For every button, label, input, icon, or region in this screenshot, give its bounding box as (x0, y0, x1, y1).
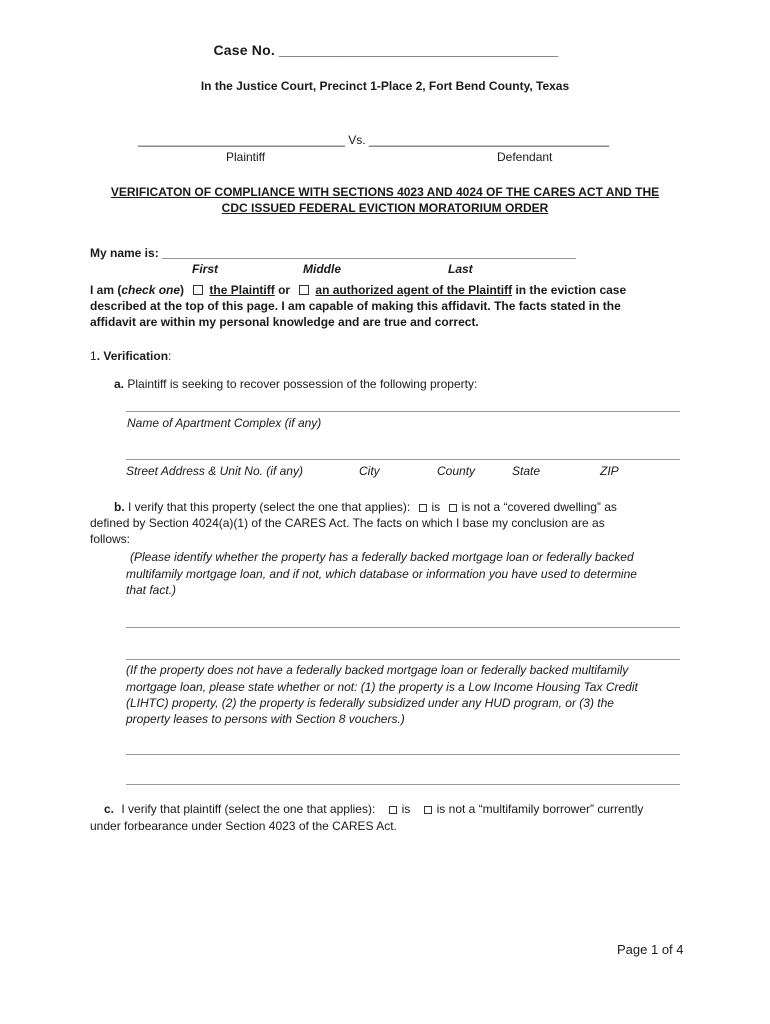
document-title-line1: VERIFICATON OF COMPLIANCE WITH SECTIONS 4023 AND 4024 OF THE CARES ACT AND THE (110, 185, 660, 199)
item-a: a. Plaintiff is seeking to recover possession of the following property: (114, 377, 478, 391)
city-caption: City (359, 464, 380, 478)
document-title-line2: CDC ISSUED FEDERAL EVICTION MORATORIUM ORDER (221, 201, 549, 215)
b-instruction-7: property leases to persons with Section 8 vouchers.) (126, 712, 405, 726)
apartment-name-caption: Name of Apartment Complex (if any) (127, 416, 322, 430)
multifamily-is-checkbox[interactable] (389, 806, 397, 814)
item-b-line3: follows: (90, 532, 131, 546)
b-instruction-2: multifamily mortgage loan, and if not, which database or information you have used to determine (126, 567, 637, 581)
b-answer-line-1[interactable] (126, 627, 680, 628)
b-instruction-4: (If the property does not have a federally backed mortgage loan or federally backed multifamily (126, 663, 629, 677)
court-line: In the Justice Court, Precinct 1-Place 2, Fort Bend County, Texas (200, 79, 570, 93)
b-instruction-6: (LIHTC) property, (2) the property is federally subsidized under any HUD program, or (3) the (126, 696, 614, 710)
item-c-line2: under forbearance under Section 4023 of the CARES Act. (90, 819, 397, 833)
last-name-caption: Last (448, 262, 473, 276)
b-answer-line-2[interactable] (126, 659, 680, 660)
b-answer-line-4[interactable] (126, 784, 680, 785)
address-line[interactable] (126, 459, 680, 460)
state-caption: State (512, 464, 541, 478)
first-name-caption: First (192, 262, 219, 276)
covered-dwelling-is-checkbox[interactable] (419, 504, 427, 512)
parties-line: _______________________________ Vs. ____________________________________ (138, 133, 610, 147)
item-b-line2: defined by Section 4024(a)(1) of the CARES Act. The facts on which I base my conclusion are as (90, 516, 605, 530)
b-instruction-1: (Please identify whether the property has a federally backed mortgage loan or federally backed (130, 550, 634, 564)
item-c-line1: c. I verify that plaintiff (select the one that applies): is is not a “multifamily borrower” currently (104, 802, 644, 816)
case-number-line: Case No. ___________________________________ (213, 42, 559, 58)
covered-dwelling-is-not-checkbox[interactable] (449, 504, 457, 512)
capacity-line-3: affidavit are within my personal knowledge and are true and correct. (90, 315, 479, 329)
page-number: Page 1 of 4 (617, 942, 684, 957)
zip-caption: ZIP (600, 464, 619, 478)
item-b-line1: b. I verify that this property (select the one that applies): is is not a “covered dwelling” as (114, 500, 617, 514)
plaintiff-checkbox[interactable] (193, 285, 203, 295)
b-instruction-5: mortgage loan, please state whether or not: (1) the property is a Low Income Housing Tax Credit (126, 680, 638, 694)
capacity-line: I am (check one) the Plaintiff or an authorized agent of the Plaintiff in the eviction case (90, 283, 627, 297)
middle-name-caption: Middle (303, 262, 341, 276)
verification-heading: 1. Verification: (90, 349, 172, 363)
county-caption: County (437, 464, 476, 478)
name-field-label: My name is: ______________________________________________________________ (90, 246, 576, 260)
agent-checkbox[interactable] (299, 285, 309, 295)
b-instruction-3: that fact.) (126, 583, 177, 597)
b-answer-line-3[interactable] (126, 754, 680, 755)
apartment-name-line[interactable] (126, 411, 680, 412)
plaintiff-label: Plaintiff (226, 150, 266, 164)
defendant-label: Defendant (497, 150, 553, 164)
multifamily-is-not-checkbox[interactable] (424, 806, 432, 814)
capacity-line-2: described at the top of this page. I am capable of making this affidavit. The facts stated in the (90, 299, 621, 313)
address-caption: Street Address & Unit No. (if any) (126, 464, 303, 478)
